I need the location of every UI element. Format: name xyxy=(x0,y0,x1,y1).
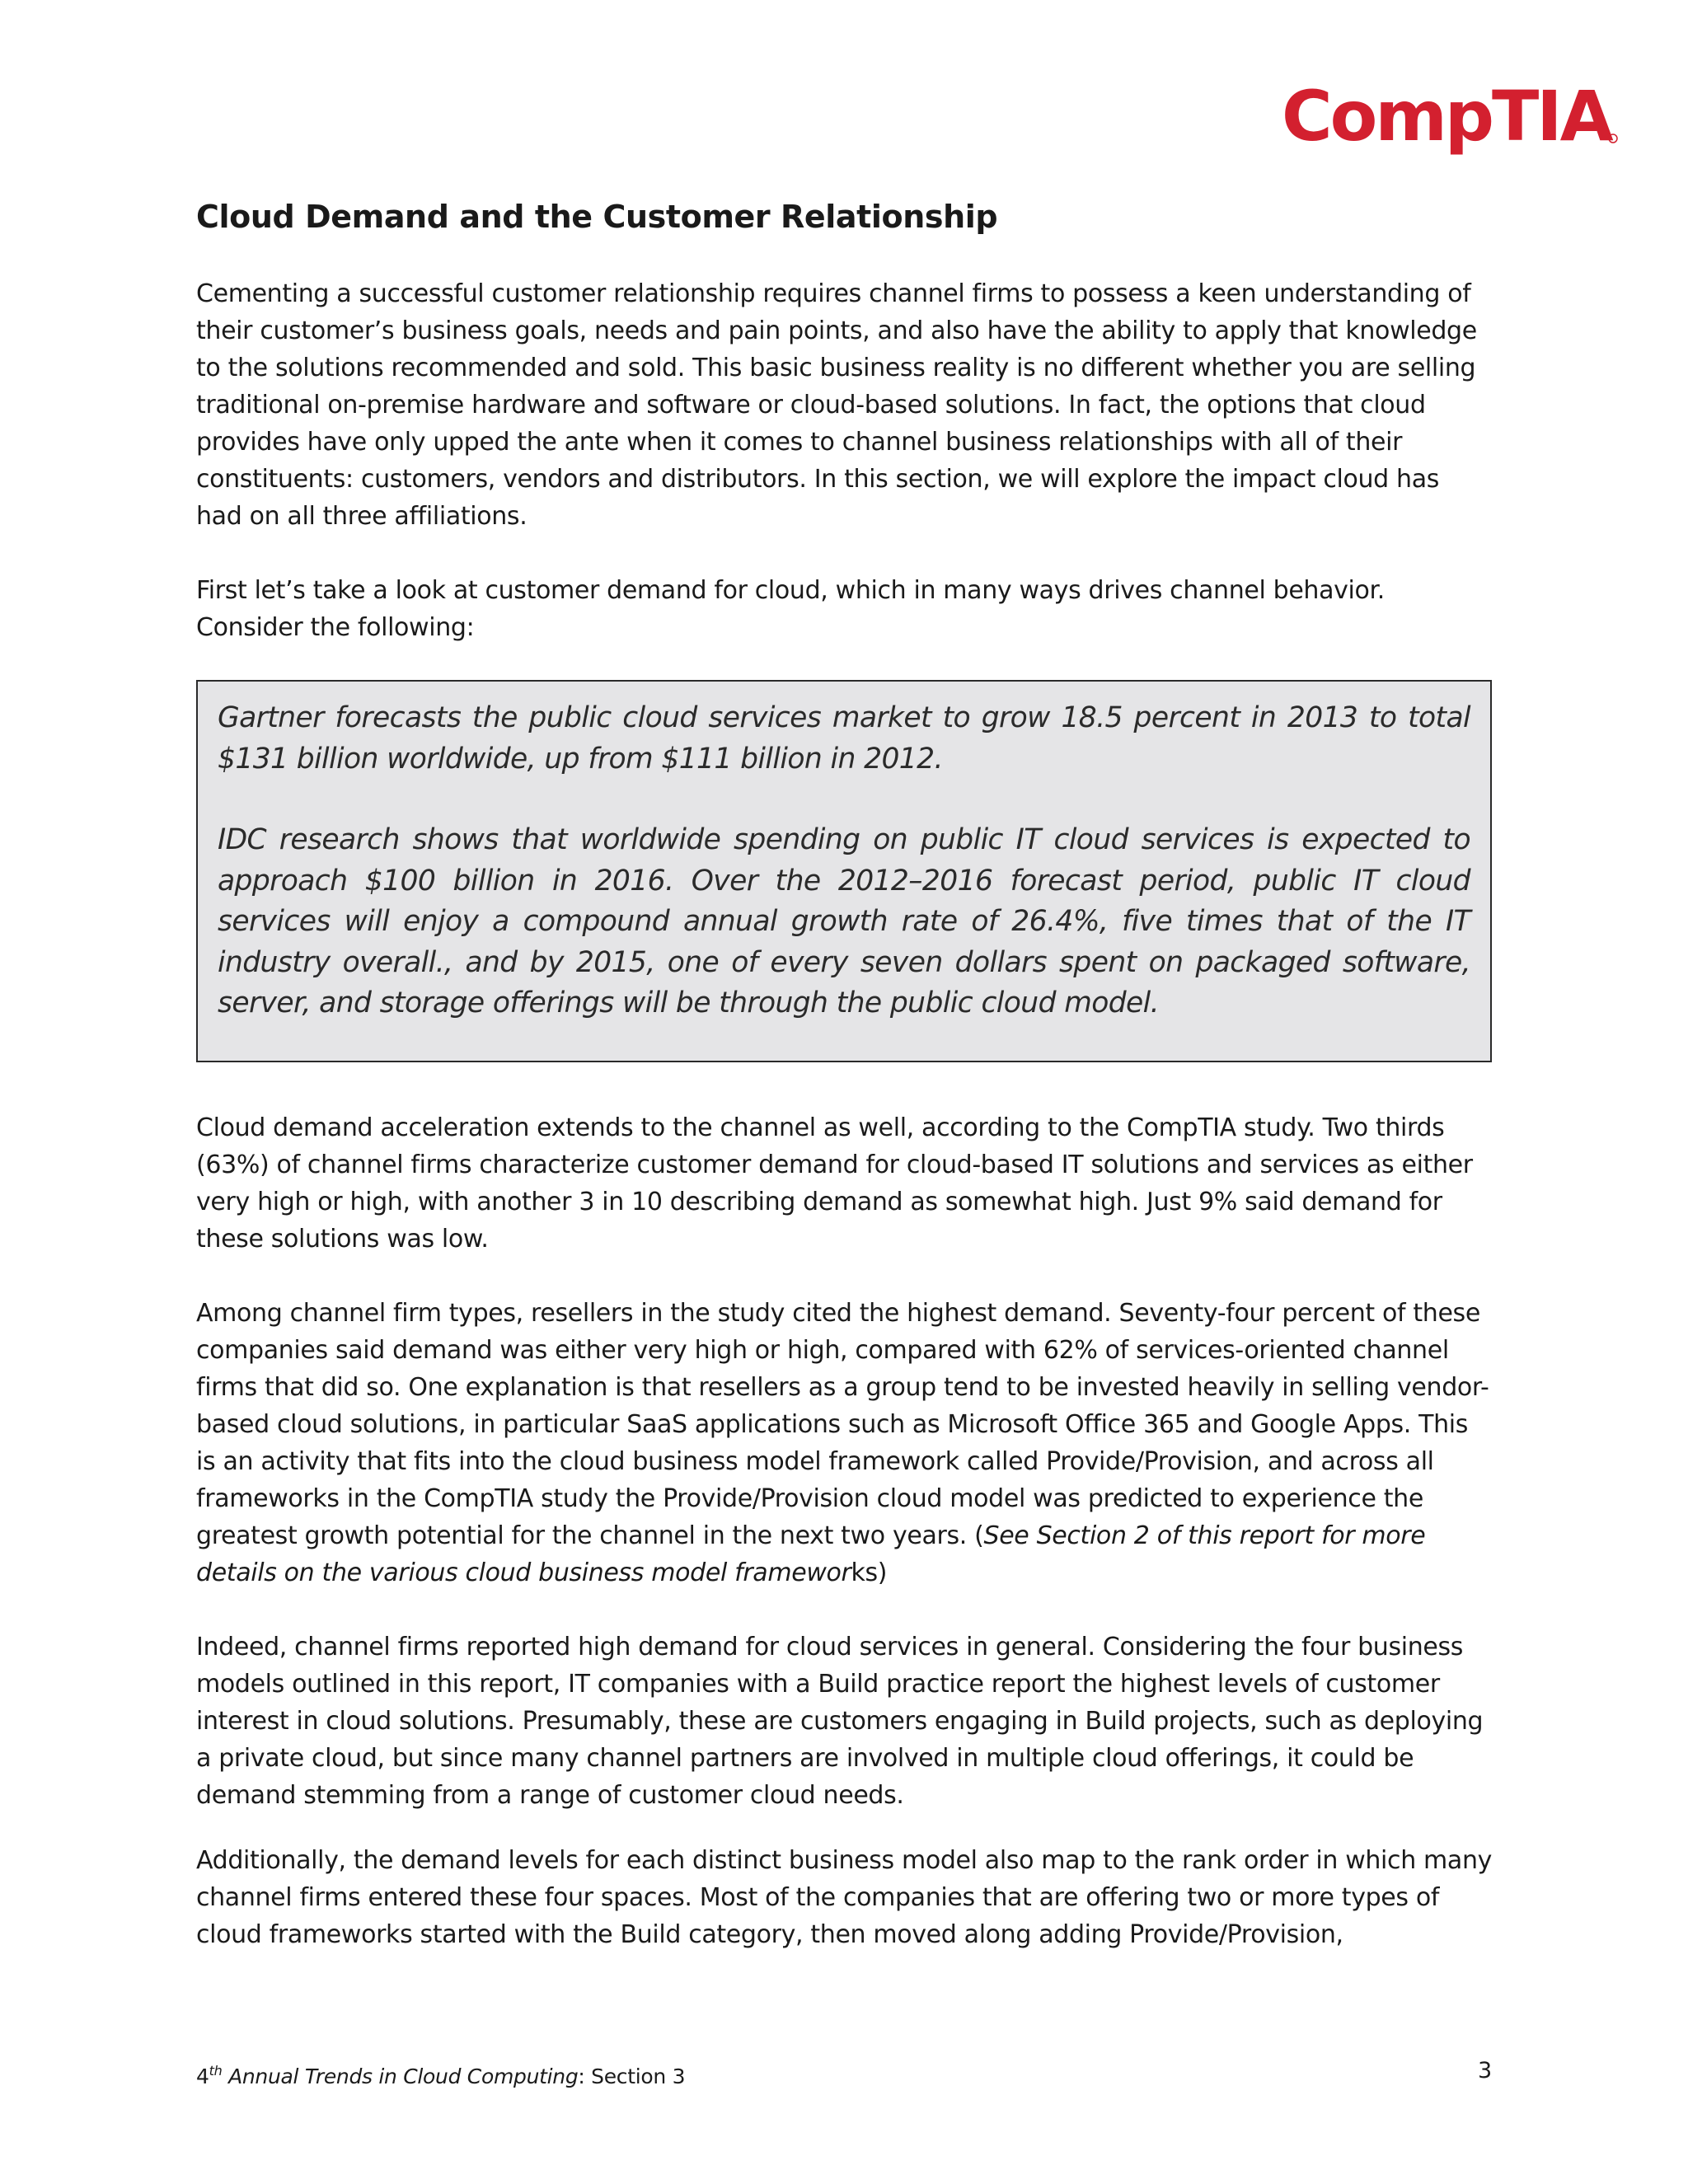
intro-paragraph-1: Cementing a successful customer relationship requires channel firms to possess a keen understanding of their customer’s business goals, needs and pain points, and also have the ability to apply that knowledge to the solutions recommended and sold. This basic business reality is no different whether you are selling traditional on-premise hardware and software or cloud-based solutions. In fact, the options that cloud provides have only upped the ante when it comes to channel business relationships with all of their constituents: customers, vendors and distributors. In this section, we will explore the impact cloud has had on all three affiliations. xyxy=(196,279,1477,531)
callout-gartner-paragraph: Gartner forecasts the public cloud services market to grow 18.5 percent in 2013 to total $131 billion worldwide, up from $111 billion in 2012. xyxy=(218,701,1470,776)
page-number: 3 xyxy=(1478,2058,1493,2083)
footer-edition-suffix: th xyxy=(209,2063,223,2079)
footer-report-name: Annual Trends in Cloud Computing xyxy=(222,2064,579,2088)
body-paragraph-build: Indeed, channel firms reported high demand for cloud services in general. Considering the four business models outlined in this report, IT companies with a Build practice report the highest levels of customer interest in cloud solutions. Presumably, these are customers engaging in Build projects, such as deploying a private cloud, but since many channel partners are involved in multiple cloud offerings, it could be demand stemming from a range of customer cloud needs. xyxy=(196,1632,1484,1810)
page-content xyxy=(196,196,1492,1953)
comptia-logo xyxy=(1282,76,1628,166)
body-paragraph-rank-order: Additionally, the demand levels for each distinct business model also map to the rank order in which many channel firms entered these four spaces. Most of the companies that are offering two or more types of cloud frameworks started with the Build category, then moved along adding Provide/Provision, xyxy=(196,1845,1493,1949)
callout-idc-paragraph: IDC research shows that worldwide spending on public IT cloud services is expected to approach $100 billion in 2016. Over the 2012–2016 forecast period, public IT cloud services will enjoy a compound annual growth rate of 26.4%, five times that of the IT industry overall., and by 2015, one of every seven dollars spent on packaged software, server, and storage offerings will be through the public cloud model. xyxy=(218,823,1470,1019)
resellers-text: Among channel firm types, resellers in the study cited the highest demand. Seventy-four percent of these companies said demand was either very high or high, compared with 62% of services-oriented channel firms that did so. One explanation is that resellers as a group tend to be invested heavily in selling vendor-based cloud solutions, in particular SaaS applications such as Microsoft Office 365 and Google Apps. This is an activity that fits into the cloud business model framework called Provide/Provision, and across all frameworks in the CompTIA study the Provide/Provision cloud model was predicted to experience the greatest growth potential for the channel in the next two years. ( xyxy=(196,1298,1489,1550)
body-paragraph-resellers xyxy=(196,1295,1492,1591)
footer-report-title xyxy=(196,2059,685,2089)
comptia-logo-mark xyxy=(1282,76,1628,166)
intro-paragraph-2: First let’s take a look at customer demand for cloud, which in many ways drives channel behavior. Consider the following: xyxy=(196,576,1385,642)
footer-edition-number: 4 xyxy=(196,2064,209,2088)
comptia-logo-text: CompTIA xyxy=(1282,76,1611,157)
page-title: Cloud Demand and the Customer Relationship xyxy=(196,199,998,235)
section-2-reference: See Section 2 of this report for more details on the various cloud business model framewor xyxy=(196,1521,1426,1587)
section-2-reference-end: ks) xyxy=(851,1558,888,1587)
footer-section-label: : Section 3 xyxy=(578,2064,686,2088)
body-paragraph-demand: Cloud demand acceleration extends to the channel as well, according to the CompTIA study. Two thirds (63%) of channel firms characterize customer demand for cloud-based IT solutions and services as either very high or high, with another 3 in 10 describing demand as somewhat high. Just 9% said demand for these solutions was low. xyxy=(196,1113,1473,1254)
statistics-callout-box xyxy=(196,680,1492,1062)
